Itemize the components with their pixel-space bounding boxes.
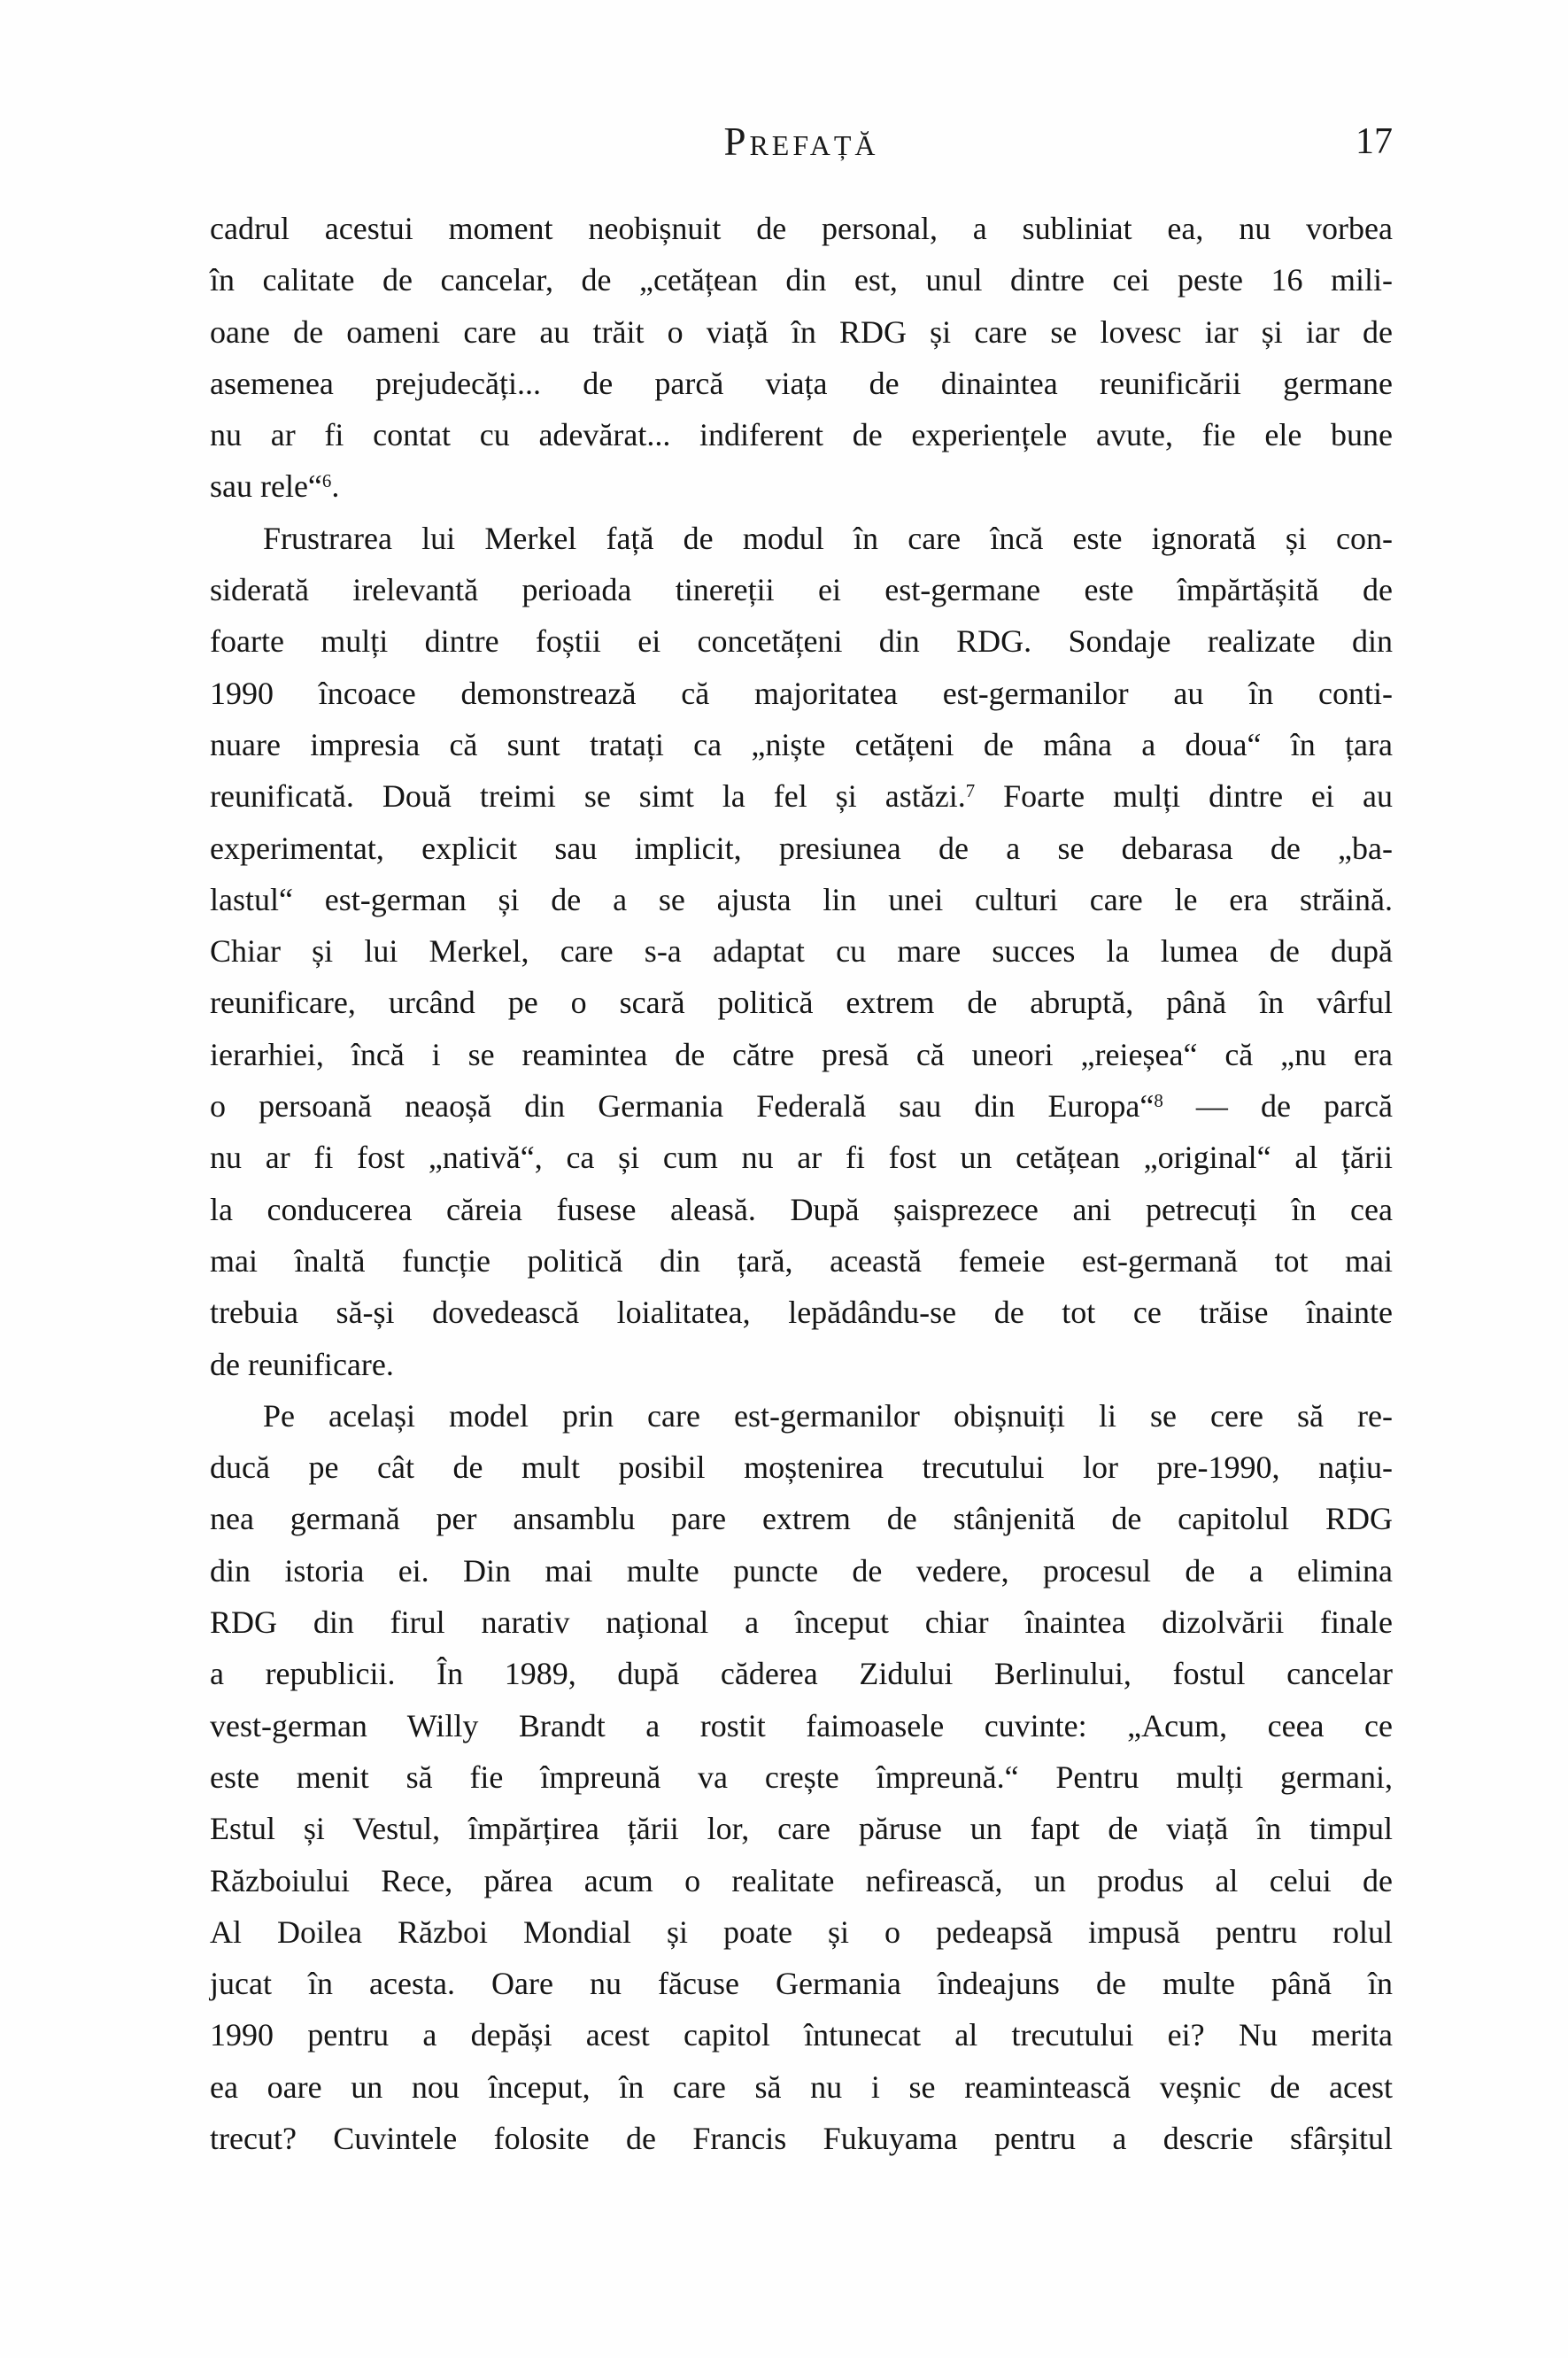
text-line: o persoană neaoșă din Germania Federală sau din Europa“$^8$ — de parcă <box>210 1088 1393 1125</box>
text-line: nea germană per ansamblu pare extrem de stânjenită de capitolul RDG <box>210 1501 1393 1537</box>
text-line: nuare impresia că sunt tratați ca „niște cetățeni de mâna a doua“ în țara <box>210 726 1393 762</box>
running-head <box>210 113 1393 170</box>
text-line: foarte mulți dintre foștii ei concetățeni din RDG. Sondaje realizate din <box>210 623 1393 660</box>
text-line: mai înaltă funcție politică din țară, această femeie est-germană tot mai <box>210 1242 1393 1279</box>
text-line: nu ar fi contat cu adevărat... indiferent de experiențele avute, fie ele bune <box>210 417 1393 453</box>
text-line: din istoria ei. Din mai multe puncte de vedere, procesul de a elimina <box>210 1552 1393 1589</box>
text-line: cadrul acestui moment neobișnuit de personal, a subliniat ea, nu vorbea <box>210 211 1393 246</box>
body-text <box>210 203 1393 2164</box>
text-line: Estul și Vestul, împărțirea țării lor, care păruse un fapt de viață în timpul <box>210 1811 1393 1847</box>
text-line: asemenea prejudecăți... de parcă viața de dinaintea reunificării germane <box>210 365 1393 401</box>
paragraph <box>210 203 1393 513</box>
text-line: 1990 pentru a depăși acest capitol întunecat al trecutului ei? Nu merita <box>210 2017 1393 2053</box>
paragraph <box>210 1390 1393 2164</box>
text-line: Al Doilea Război Mondial și poate și o pedeapsă impusă pentru rolul <box>210 1913 1393 1950</box>
text-line: este menit să fie împreună va crește împreună.“ Pentru mulți germani, <box>210 1759 1393 1795</box>
text-line: oane de oameni care au trăit o viață în RDG și care se lovesc iar și iar de <box>210 313 1393 350</box>
text-line: nu ar fi fost „nativă“, ca și cum nu ar fi fost un cetățean „original“ al țării <box>210 1140 1393 1176</box>
text-line: 1990 încoace demonstrează că majoritatea est-germanilor au în conti- <box>210 675 1393 711</box>
text-line: Războiului Rece, părea acum o realitate nefirească, un produs al celui de <box>210 1862 1393 1898</box>
footnote-ref: 6 <box>321 470 332 492</box>
text-line: vest-german Willy Brandt a rostit faimoasele cuvinte: „Acum, ceea ce <box>210 1707 1393 1743</box>
text-line: experimentat, explicit sau implicit, presiunea de a se debarasa de „ba- <box>210 830 1393 866</box>
text-line: ea oare un nou început, în care să nu i se reamintească veșnic de acest <box>210 2068 1393 2105</box>
footnote-ref: 8 <box>1154 1089 1163 1111</box>
paragraph <box>210 513 1393 1390</box>
chapter-title: Prefață <box>723 120 879 164</box>
text-line: ierarhiei, încă i se reamintea de către presă că uneori „reieșea“ că „nu era <box>210 1036 1393 1072</box>
text-line: Frustrarea lui Merkel față de modul în care încă este ignorată și con- <box>263 520 1393 556</box>
text-line: de reunificare. <box>210 1346 394 1382</box>
page-number: 17 <box>1356 121 1393 162</box>
text-line: ducă pe cât de mult posibil moștenirea trecutului lor pre-1990, națiu- <box>210 1450 1393 1486</box>
text-line: reunificare, urcând pe o scară politică extrem de abruptă, până în vârful <box>210 985 1393 1021</box>
text-line: jucat în acesta. Oare nu făcuse Germania îndeajuns de multe până în <box>210 1966 1393 2002</box>
text-line: la conducerea căreia fusese aleasă. După șaisprezece ani petrecuți în cea <box>210 1191 1393 1227</box>
text-line: trecut? Cuvintele folosite de Francis Fukuyama pentru a descrie sfârșitul <box>210 2120 1393 2156</box>
text-line: Pe același model prin care est-germanilor obișnuiți li se cere să re- <box>263 1397 1393 1434</box>
text-line: a republicii. În 1989, după căderea Zidului Berlinului, fostul cancelar <box>210 1656 1393 1692</box>
text-line: sau rele“$^6$. <box>210 468 340 505</box>
text-line: Chiar și lui Merkel, care s-a adaptat cu mare succes la lumea de după <box>210 933 1393 970</box>
text-line: reunificată. Două treimi se simt la fel și astăzi.$^7$ Foarte mulți dintre ei au <box>210 778 1394 815</box>
text-line: trebuia să-și dovedească loialitatea, lepădându-se de tot ce trăise înainte <box>210 1295 1393 1331</box>
text-line: siderată irelevantă perioada tinereții ei est-germane este împărtășită de <box>210 572 1393 608</box>
text-line: lastul“ est-german și de a se ajusta lin unei culturi care le era străină. <box>210 881 1393 917</box>
text-line: în calitate de cancelar, de „cetățean din est, unul dintre cei peste 16 mili- <box>210 262 1393 298</box>
footnote-ref: 7 <box>965 779 976 801</box>
text-line: RDG din firul narativ național a început chiar înaintea dizolvării finale <box>210 1604 1393 1641</box>
